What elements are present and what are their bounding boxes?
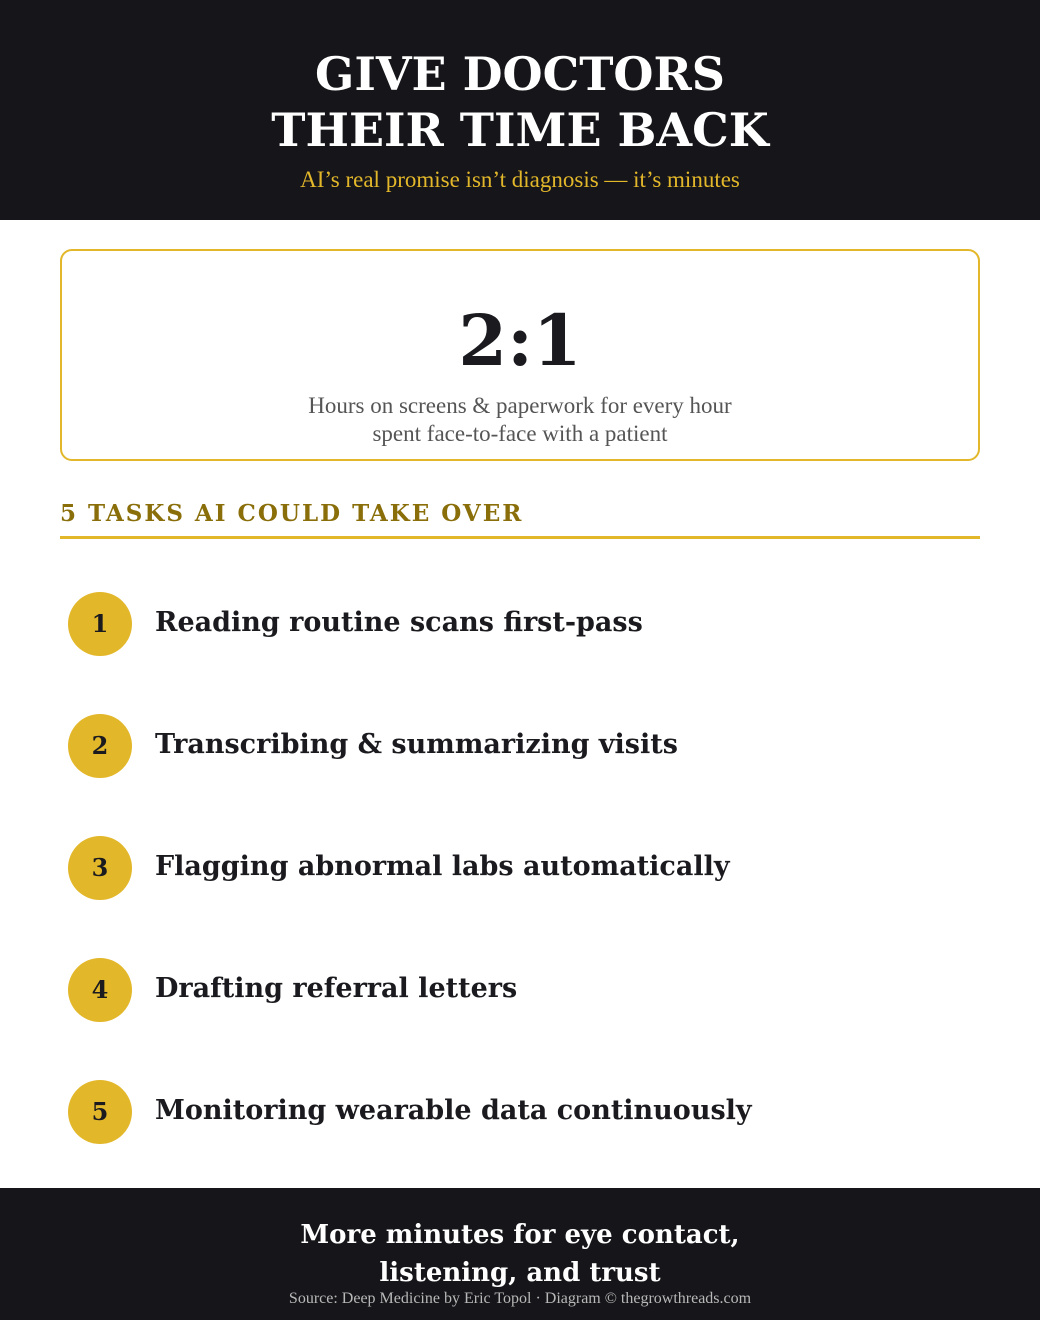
footer-tagline — [0, 1216, 1040, 1292]
task-label: Reading routine scans first-pass — [155, 607, 643, 638]
task-label: Monitoring wearable data continuously — [155, 1095, 752, 1126]
section-heading: 5 TASKS AI COULD TAKE OVER — [60, 500, 524, 527]
title-line-2: THEIR TIME BACK — [271, 103, 769, 157]
page-title — [0, 46, 1040, 158]
footer-tagline-line-2: listening, and trust — [379, 1258, 661, 1288]
page-subtitle: AI’s real promise isn’t diagnosis — it’s minutes — [300, 167, 740, 192]
title-line-1: GIVE DOCTORS — [315, 47, 725, 101]
task-label: Flagging abnormal labs automatically — [155, 851, 730, 882]
header-banner — [0, 0, 1040, 220]
task-number-badge: 1 — [68, 592, 132, 656]
stat-caption — [62, 392, 978, 448]
section-divider — [60, 536, 980, 539]
stat-caption-line-1: Hours on screens & paperwork for every hour — [308, 393, 732, 418]
task-item — [68, 592, 968, 656]
stat-card — [60, 249, 980, 461]
task-label: Drafting referral letters — [155, 973, 518, 1004]
footer-source-credit: Source: Deep Medicine by Eric Topol · Diagram © thegrowthreads.com — [288, 1290, 752, 1307]
task-number-badge: 2 — [68, 714, 132, 778]
task-item — [68, 836, 968, 900]
task-item — [68, 1080, 968, 1144]
task-number-badge: 5 — [68, 1080, 132, 1144]
task-number-badge: 3 — [68, 836, 132, 900]
footer-banner — [0, 1188, 1040, 1320]
stat-caption-line-2: spent face-to-face with a patient — [372, 421, 668, 446]
footer-tagline-line-1: More minutes for eye contact, — [300, 1220, 740, 1250]
task-label: Transcribing & summarizing visits — [155, 729, 678, 760]
task-item — [68, 714, 968, 778]
task-item — [68, 958, 968, 1022]
stat-value: 2:1 — [458, 299, 582, 382]
task-number-badge: 4 — [68, 958, 132, 1022]
